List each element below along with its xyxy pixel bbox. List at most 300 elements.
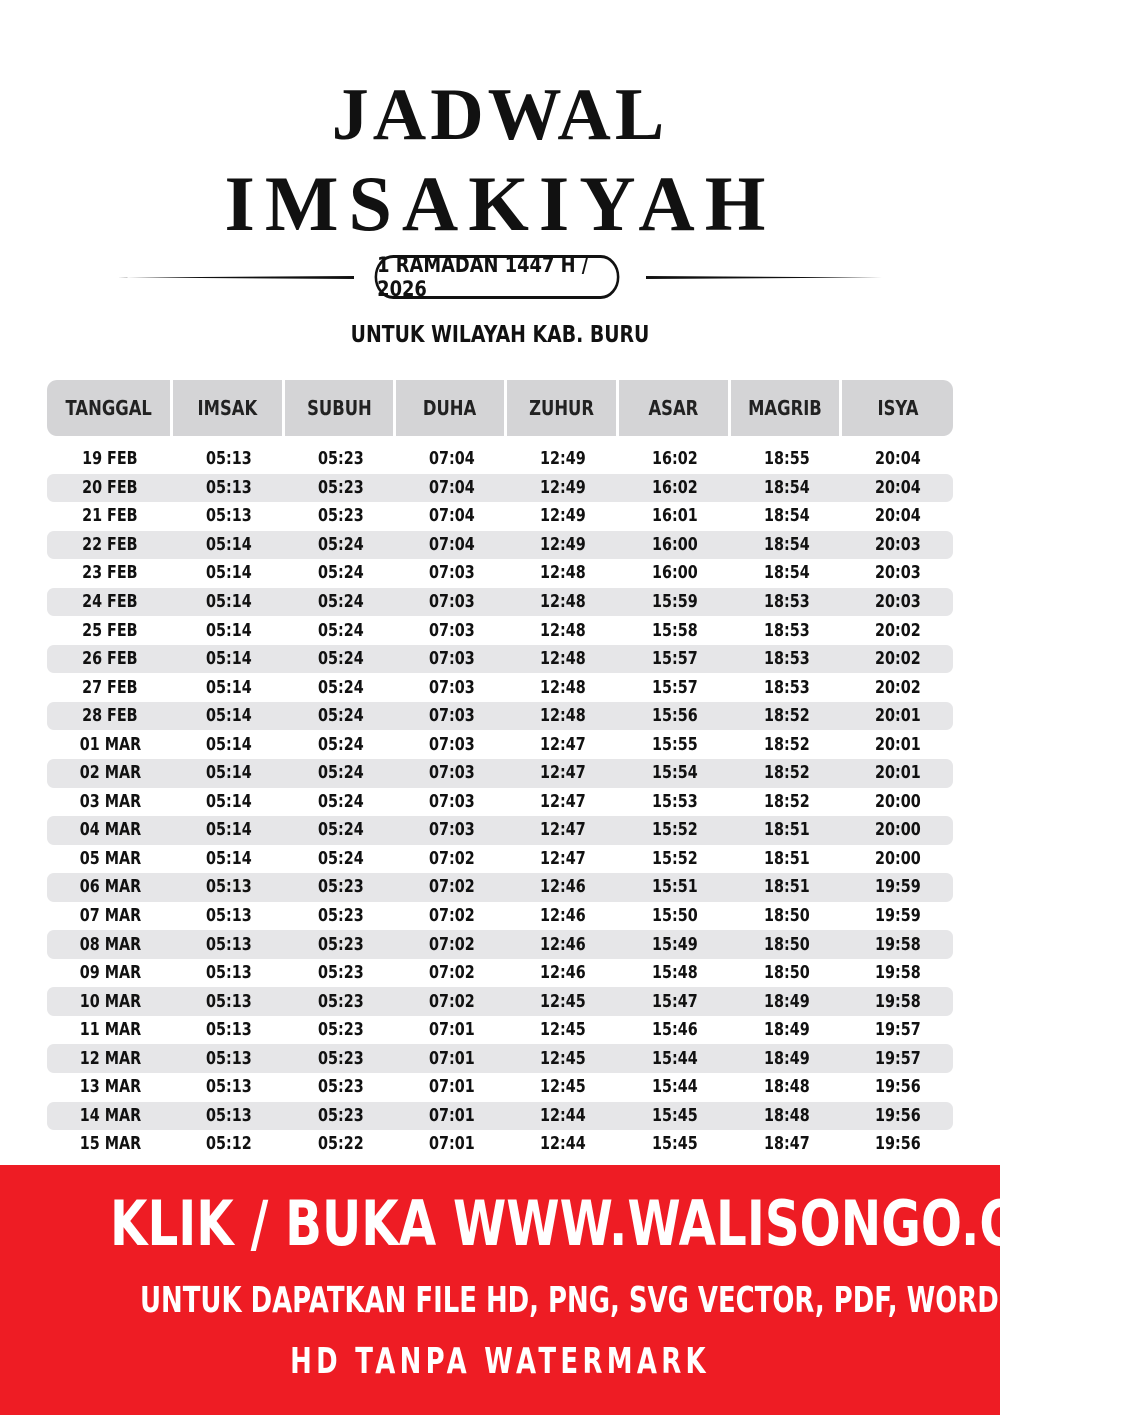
table-cell [731, 1106, 842, 1126]
table-cell-text: 19:56 [874, 1077, 921, 1098]
table-cell-text: 24 FEB [82, 592, 138, 612]
table-cell-text: 07:03 [428, 763, 475, 784]
table-row [47, 788, 953, 817]
table-cell-text: 07:03 [428, 649, 475, 670]
table-cell [285, 535, 396, 555]
table-cell-text: 12:46 [540, 906, 586, 927]
table-cell [619, 706, 731, 726]
column-header-label: ASAR [648, 396, 699, 420]
table-cell-text: 05:23 [317, 906, 364, 927]
table-cell [173, 478, 285, 498]
table-cell [47, 621, 173, 641]
table-cell [47, 1106, 173, 1126]
table-cell [507, 706, 619, 726]
table-cell-text: 15:55 [652, 734, 698, 755]
table-cell-text: 12:48 [540, 677, 586, 698]
table-cell-text: 15:49 [652, 934, 698, 955]
table-cell [842, 449, 953, 469]
column-header-label: IMSAK [197, 396, 258, 420]
table-row [47, 645, 953, 674]
table-cell-text: 15:47 [652, 991, 698, 1012]
table-row [47, 588, 953, 617]
table-cell [47, 535, 173, 555]
table-cell-text: 18:47 [763, 1134, 810, 1155]
table-cell [285, 849, 396, 869]
table-cell-text: 12:48 [540, 706, 586, 727]
table-cell-text: 18:54 [763, 563, 810, 584]
table-cell-text: 12:49 [540, 449, 586, 470]
table-cell-text: 19:56 [874, 1134, 921, 1155]
table-cell-text: 12:47 [540, 734, 586, 755]
table-cell-text: 12:45 [540, 1077, 586, 1098]
table-cell-text: 12:46 [540, 963, 586, 984]
table-cell [842, 678, 953, 698]
schedule-table-body [47, 445, 953, 1159]
column-header-1 [173, 380, 285, 436]
table-cell-text: 18:51 [763, 877, 810, 898]
table-cell-text: 05:23 [317, 1020, 364, 1041]
table-cell-text: 07:02 [428, 906, 475, 927]
table-cell-text: 06 MAR [79, 877, 141, 898]
table-cell [619, 763, 731, 783]
table-cell-text: 15:59 [652, 592, 698, 612]
table-cell [619, 849, 731, 869]
table-cell-text: 05:13 [206, 906, 252, 927]
table-cell [619, 963, 731, 983]
table-cell [285, 592, 396, 612]
table-cell-text: 12:48 [540, 563, 586, 584]
table-cell-text: 12:47 [540, 763, 586, 784]
table-row [47, 873, 953, 902]
table-cell-text: 20:03 [874, 592, 921, 612]
table-cell [396, 877, 507, 897]
table-cell [507, 735, 619, 755]
table-cell-text: 05:24 [317, 820, 364, 841]
region-label: UNTUK WILAYAH KAB. BURU [350, 322, 650, 348]
table-cell [396, 1020, 507, 1040]
table-cell-text: 07:04 [428, 534, 475, 555]
table-cell-text: 05:14 [206, 791, 252, 812]
table-cell [842, 1077, 953, 1097]
table-cell-text: 12:49 [540, 477, 586, 498]
table-cell-text: 18:49 [763, 1048, 810, 1069]
table-cell [842, 935, 953, 955]
table-cell [173, 506, 285, 526]
table-cell [842, 478, 953, 498]
table-cell [731, 1077, 842, 1097]
table-cell-text: 15:45 [652, 1134, 698, 1155]
table-cell [173, 849, 285, 869]
table-cell [731, 906, 842, 926]
table-cell [173, 1134, 285, 1154]
table-cell-text: 09 MAR [79, 963, 141, 984]
table-cell [47, 935, 173, 955]
table-cell [842, 906, 953, 926]
table-cell-text: 01 MAR [79, 734, 141, 755]
table-cell-text: 05:22 [317, 1134, 364, 1155]
table-cell [396, 592, 507, 612]
table-cell [507, 449, 619, 469]
table-cell [396, 706, 507, 726]
table-cell-text: 19:58 [874, 934, 921, 955]
table-cell [731, 735, 842, 755]
table-cell-text: 15:50 [652, 906, 698, 927]
table-row [47, 1102, 953, 1131]
table-cell [731, 649, 842, 669]
table-cell-text: 07:03 [428, 734, 475, 755]
table-cell-text: 05:14 [206, 620, 252, 641]
table-cell-text: 05:14 [206, 763, 252, 784]
table-cell [285, 1077, 396, 1097]
table-cell [842, 963, 953, 983]
table-cell [396, 678, 507, 698]
table-cell-text: 20:03 [874, 534, 921, 555]
table-cell-text: 15:46 [652, 1020, 698, 1041]
table-cell-text: 05:24 [317, 791, 364, 812]
table-row [47, 902, 953, 931]
table-cell-text: 12:48 [540, 620, 586, 641]
table-cell [173, 1049, 285, 1069]
table-cell [173, 906, 285, 926]
table-cell-text: 18:51 [763, 820, 810, 841]
table-cell-text: 16:00 [652, 534, 698, 555]
column-header-label: MAGRIB [748, 396, 822, 420]
table-cell-text: 05:14 [206, 677, 252, 698]
table-cell-text: 20:04 [874, 449, 921, 470]
table-cell [47, 506, 173, 526]
table-cell [285, 820, 396, 840]
table-cell-text: 05:24 [317, 677, 364, 698]
table-cell [619, 877, 731, 897]
table-cell-text: 05:23 [317, 506, 364, 527]
table-cell [396, 935, 507, 955]
table-cell [396, 992, 507, 1012]
table-cell [507, 1049, 619, 1069]
table-cell [619, 1049, 731, 1069]
table-cell [842, 820, 953, 840]
table-cell-text: 20:00 [874, 791, 921, 812]
table-cell-text: 05:23 [317, 449, 364, 470]
table-cell [619, 992, 731, 1012]
table-cell-text: 05:24 [317, 534, 364, 555]
table-row [47, 474, 953, 503]
table-cell-text: 12:45 [540, 991, 586, 1012]
table-cell [507, 792, 619, 812]
table-cell [731, 935, 842, 955]
table-cell [619, 735, 731, 755]
table-cell-text: 05:14 [206, 848, 252, 869]
table-cell [731, 1134, 842, 1154]
table-cell-text: 05:13 [206, 1048, 252, 1069]
table-cell-text: 05:14 [206, 534, 252, 555]
table-cell [507, 478, 619, 498]
table-cell-text: 05:13 [206, 506, 252, 527]
table-cell [396, 563, 507, 583]
table-cell [507, 877, 619, 897]
column-header-label: ZUHUR [529, 396, 594, 420]
table-cell-text: 18:53 [763, 677, 810, 698]
table-cell-text: 12:49 [540, 506, 586, 527]
promo-banner[interactable] [0, 1165, 1131, 1415]
table-cell [285, 735, 396, 755]
column-header-3 [396, 380, 507, 436]
table-cell [842, 706, 953, 726]
table-cell [285, 1134, 396, 1154]
table-cell-text: 15:48 [652, 963, 698, 984]
table-cell [842, 621, 953, 641]
table-cell-text: 05:13 [206, 1105, 252, 1126]
table-cell [173, 763, 285, 783]
table-cell-text: 23 FEB [82, 563, 138, 584]
table-cell-text: 20:04 [874, 477, 921, 498]
table-cell [396, 735, 507, 755]
table-cell [507, 906, 619, 926]
banner-link-text[interactable]: KLIK / BUKA WWW.WALISONGO.CO.ID [110, 1187, 1131, 1260]
table-cell-text: 05:24 [317, 620, 364, 641]
table-cell [842, 992, 953, 1012]
table-cell [396, 478, 507, 498]
table-row [47, 702, 953, 731]
table-cell [396, 1106, 507, 1126]
table-cell [173, 706, 285, 726]
table-cell [173, 820, 285, 840]
table-cell [396, 906, 507, 926]
table-cell-text: 05:24 [317, 763, 364, 784]
table-cell [731, 678, 842, 698]
table-row [47, 502, 953, 531]
table-cell [47, 992, 173, 1012]
table-row [47, 445, 953, 474]
table-cell [285, 649, 396, 669]
table-cell-text: 05:14 [206, 649, 252, 670]
page-title-line1: JADWAL [331, 74, 669, 156]
table-cell-text: 15:52 [652, 820, 698, 841]
column-header-0 [47, 380, 173, 436]
table-cell [396, 535, 507, 555]
table-cell [619, 478, 731, 498]
table-row [47, 559, 953, 588]
table-cell [285, 1049, 396, 1069]
table-cell-text: 18:52 [763, 763, 810, 784]
table-cell [285, 763, 396, 783]
table-cell [396, 1077, 507, 1097]
table-cell [173, 678, 285, 698]
table-cell [173, 935, 285, 955]
table-cell [396, 792, 507, 812]
table-cell-text: 19:57 [874, 1048, 921, 1069]
table-cell [842, 735, 953, 755]
table-cell [47, 1049, 173, 1069]
table-cell-text: 07:02 [428, 963, 475, 984]
table-cell [619, 649, 731, 669]
table-cell-text: 07:01 [428, 1105, 475, 1126]
table-cell-text: 05:23 [317, 1077, 364, 1098]
table-cell-text: 12:46 [540, 934, 586, 955]
table-cell [507, 849, 619, 869]
table-cell [47, 735, 173, 755]
table-cell-text: 18:48 [763, 1105, 810, 1126]
table-cell-text: 18:52 [763, 734, 810, 755]
table-cell-text: 15:52 [652, 848, 698, 869]
table-cell-text: 05:13 [206, 991, 252, 1012]
table-cell [842, 763, 953, 783]
table-cell-text: 18:50 [763, 963, 810, 984]
table-cell [507, 935, 619, 955]
table-cell-text: 15:44 [652, 1077, 698, 1098]
table-cell-text: 20:02 [874, 677, 921, 698]
table-cell [47, 763, 173, 783]
table-cell [173, 735, 285, 755]
table-cell [507, 506, 619, 526]
table-cell [285, 935, 396, 955]
table-cell [507, 1077, 619, 1097]
table-cell [396, 849, 507, 869]
table-cell-text: 12:45 [540, 1048, 586, 1069]
table-cell [285, 563, 396, 583]
table-cell-text: 15 MAR [79, 1134, 141, 1155]
divider-right [646, 276, 882, 279]
table-cell [173, 1106, 285, 1126]
table-cell-text: 07:03 [428, 620, 475, 641]
table-row [47, 673, 953, 702]
table-cell-text: 19:56 [874, 1105, 921, 1126]
table-cell [396, 1134, 507, 1154]
table-cell [731, 621, 842, 641]
table-cell [507, 1106, 619, 1126]
table-cell-text: 05:13 [206, 1077, 252, 1098]
table-cell [731, 478, 842, 498]
table-cell-text: 19:59 [874, 906, 921, 927]
table-cell [619, 1077, 731, 1097]
table-row [47, 816, 953, 845]
table-cell [173, 877, 285, 897]
table-cell-text: 18:54 [763, 534, 810, 555]
table-cell [731, 563, 842, 583]
table-cell-text: 20:04 [874, 506, 921, 527]
table-cell-text: 05:23 [317, 1105, 364, 1126]
table-cell [842, 1049, 953, 1069]
table-cell [842, 563, 953, 583]
table-cell [47, 449, 173, 469]
table-cell [731, 535, 842, 555]
table-cell [507, 963, 619, 983]
table-cell-text: 18:55 [763, 449, 810, 470]
table-cell-text: 18:53 [763, 592, 810, 612]
table-row [47, 959, 953, 988]
table-cell [285, 506, 396, 526]
table-cell [173, 449, 285, 469]
table-cell [173, 992, 285, 1012]
table-cell [285, 877, 396, 897]
table-cell-text: 16:00 [652, 563, 698, 584]
table-cell-text: 12:44 [540, 1105, 586, 1126]
table-cell-text: 05 MAR [79, 848, 141, 869]
table-cell [173, 649, 285, 669]
table-cell-text: 19:57 [874, 1020, 921, 1041]
table-cell [731, 963, 842, 983]
table-cell [47, 1134, 173, 1154]
table-cell-text: 20:01 [874, 734, 921, 755]
table-cell [842, 535, 953, 555]
table-cell-text: 18:50 [763, 906, 810, 927]
table-row [47, 616, 953, 645]
table-cell [507, 678, 619, 698]
table-cell-text: 05:24 [317, 734, 364, 755]
table-cell-text: 07:01 [428, 1048, 475, 1069]
table-cell-text: 16:01 [652, 506, 698, 527]
table-cell-text: 05:14 [206, 592, 252, 612]
table-cell-text: 18:51 [763, 848, 810, 869]
table-cell [173, 1020, 285, 1040]
column-header-4 [507, 380, 619, 436]
table-cell-text: 05:14 [206, 820, 252, 841]
table-cell-text: 07:03 [428, 820, 475, 841]
table-cell [47, 1020, 173, 1040]
table-cell [285, 1106, 396, 1126]
table-cell [47, 820, 173, 840]
table-row [47, 1130, 953, 1159]
table-cell [507, 592, 619, 612]
table-cell [507, 820, 619, 840]
table-cell [842, 792, 953, 812]
table-row [47, 1044, 953, 1073]
table-cell-text: 05:13 [206, 449, 252, 470]
table-cell-text: 05:13 [206, 877, 252, 898]
table-cell [285, 906, 396, 926]
table-cell-text: 19:59 [874, 877, 921, 898]
table-cell [619, 935, 731, 955]
table-cell [842, 1134, 953, 1154]
table-cell [731, 992, 842, 1012]
table-cell [173, 563, 285, 583]
table-cell [47, 478, 173, 498]
table-cell-text: 20:00 [874, 848, 921, 869]
table-cell-text: 15:56 [652, 706, 698, 727]
table-cell [842, 849, 953, 869]
table-cell-text: 20:01 [874, 706, 921, 727]
table-row [47, 930, 953, 959]
table-cell-text: 05:24 [317, 848, 364, 869]
table-cell-text: 19:58 [874, 991, 921, 1012]
table-row [47, 845, 953, 874]
table-cell [47, 963, 173, 983]
table-cell [173, 792, 285, 812]
table-cell [619, 1134, 731, 1154]
table-cell [285, 1020, 396, 1040]
table-cell [396, 963, 507, 983]
table-cell-text: 16:02 [652, 449, 698, 470]
table-cell-text: 07:03 [428, 706, 475, 727]
page-title-line2: IMSAKIYAH [224, 160, 776, 247]
table-cell-text: 12 MAR [79, 1048, 141, 1069]
table-cell-text: 15:45 [652, 1105, 698, 1126]
table-cell-text: 05:23 [317, 991, 364, 1012]
table-cell-text: 07 MAR [79, 906, 141, 927]
table-cell [842, 1020, 953, 1040]
table-cell-text: 07:01 [428, 1020, 475, 1041]
table-cell-text: 05:24 [317, 649, 364, 670]
table-cell [396, 820, 507, 840]
table-cell [619, 792, 731, 812]
column-header-5 [619, 380, 731, 436]
table-cell [731, 792, 842, 812]
table-cell [731, 449, 842, 469]
table-cell [619, 535, 731, 555]
divider-left [118, 276, 354, 279]
table-cell [507, 763, 619, 783]
table-cell-text: 20 FEB [82, 477, 138, 498]
table-cell-text: 18:49 [763, 991, 810, 1012]
